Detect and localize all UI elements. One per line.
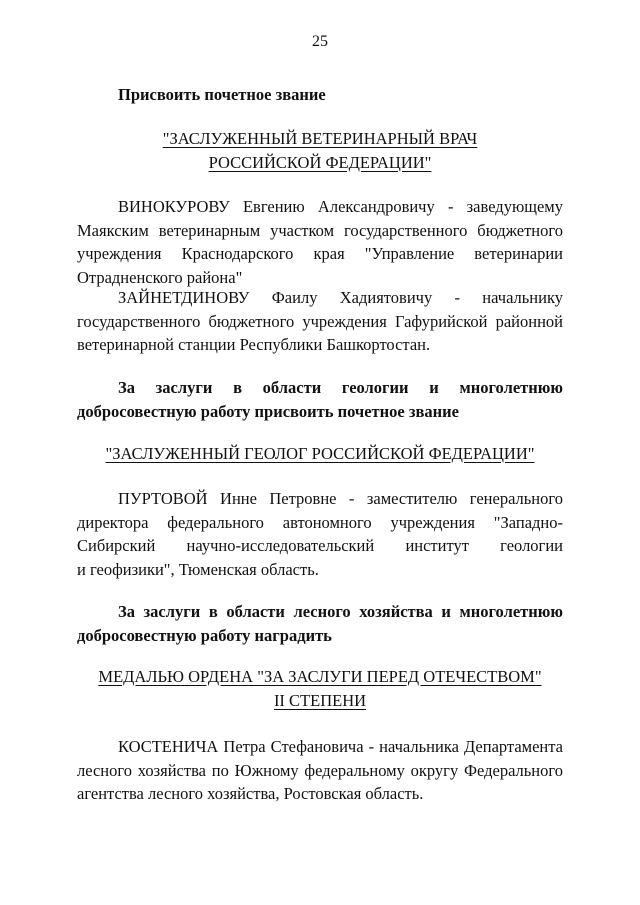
heading-line: Присвоить почетное звание <box>118 85 326 104</box>
award-title-line: РОССИЙСКОЙ ФЕДЕРАЦИИ" <box>208 152 432 172</box>
section-1-title <box>0 127 640 174</box>
section-3-title <box>0 665 640 712</box>
heading-line: За заслуги в области лесного хозяйства и многолетнюю <box>118 602 563 621</box>
entry-line: Отрадненского района" <box>77 267 243 287</box>
section-1-entry-1 <box>77 195 563 289</box>
heading-line: добросовестную работу присвоить почетное звание <box>77 401 459 421</box>
entry-line: ветеринарной станции Республики Башкортостан. <box>77 335 431 354</box>
section-1-entry-2 <box>77 286 563 357</box>
entry-line: ПУРТОВОЙ Инне Петровне - заместителю генерального <box>118 489 563 508</box>
award-title-line: II СТЕПЕНИ <box>273 690 367 710</box>
award-title-line: МЕДАЛЬЮ ОРДЕНА "ЗА ЗАСЛУГИ ПЕРЕД ОТЕЧЕСТВОМ" <box>98 667 542 686</box>
award-title-line: "ЗАСЛУЖЕННЫЙ ГЕОЛОГ РОССИЙСКОЙ ФЕДЕРАЦИИ" <box>105 444 535 463</box>
section-2-heading <box>77 376 563 423</box>
entry-line: агентства лесного хозяйства, Ростовская область. <box>77 784 424 803</box>
entry-line: ВИНОКУРОВУ Евгению Александровичу - заведующему <box>118 197 563 216</box>
section-3-heading <box>77 600 563 647</box>
entry-line: государственного бюджетного учреждения Гафурийской районной <box>77 311 563 331</box>
entry-line: Маякским ветеринарным участком государственного бюджетного <box>77 220 563 240</box>
section-1-heading <box>118 83 558 107</box>
entry-line: лесного хозяйства по Южному федеральному округу Федерального <box>77 760 563 780</box>
award-title-line: "ЗАСЛУЖЕННЫЙ ВЕТЕРИНАРНЫЙ ВРАЧ <box>162 129 478 148</box>
entry-line: учреждения Краснодарского края "Управление ветеринарии <box>77 244 563 263</box>
entry-line: ЗАЙНЕТДИНОВУ Фаилу Хадиятовичу - начальнику <box>118 288 563 307</box>
page-number: 25 <box>312 33 328 50</box>
heading-line: За заслуги в области геологии и многолетнюю <box>118 378 563 397</box>
entry-line: и геофизики", Тюменская область. <box>77 559 319 579</box>
section-3-entry-1 <box>77 735 563 806</box>
section-2-entry-1 <box>77 487 563 581</box>
section-2-title <box>0 442 640 466</box>
entry-line: КОСТЕНИЧА Петра Стефановича - начальника Департамента <box>118 737 563 756</box>
entry-line: Сибирский научно-исследовательский институт геологии <box>77 536 563 555</box>
entry-line: директора федерального автономного учреждения "Западно- <box>77 512 563 532</box>
heading-line: добросовестную работу наградить <box>77 625 332 645</box>
